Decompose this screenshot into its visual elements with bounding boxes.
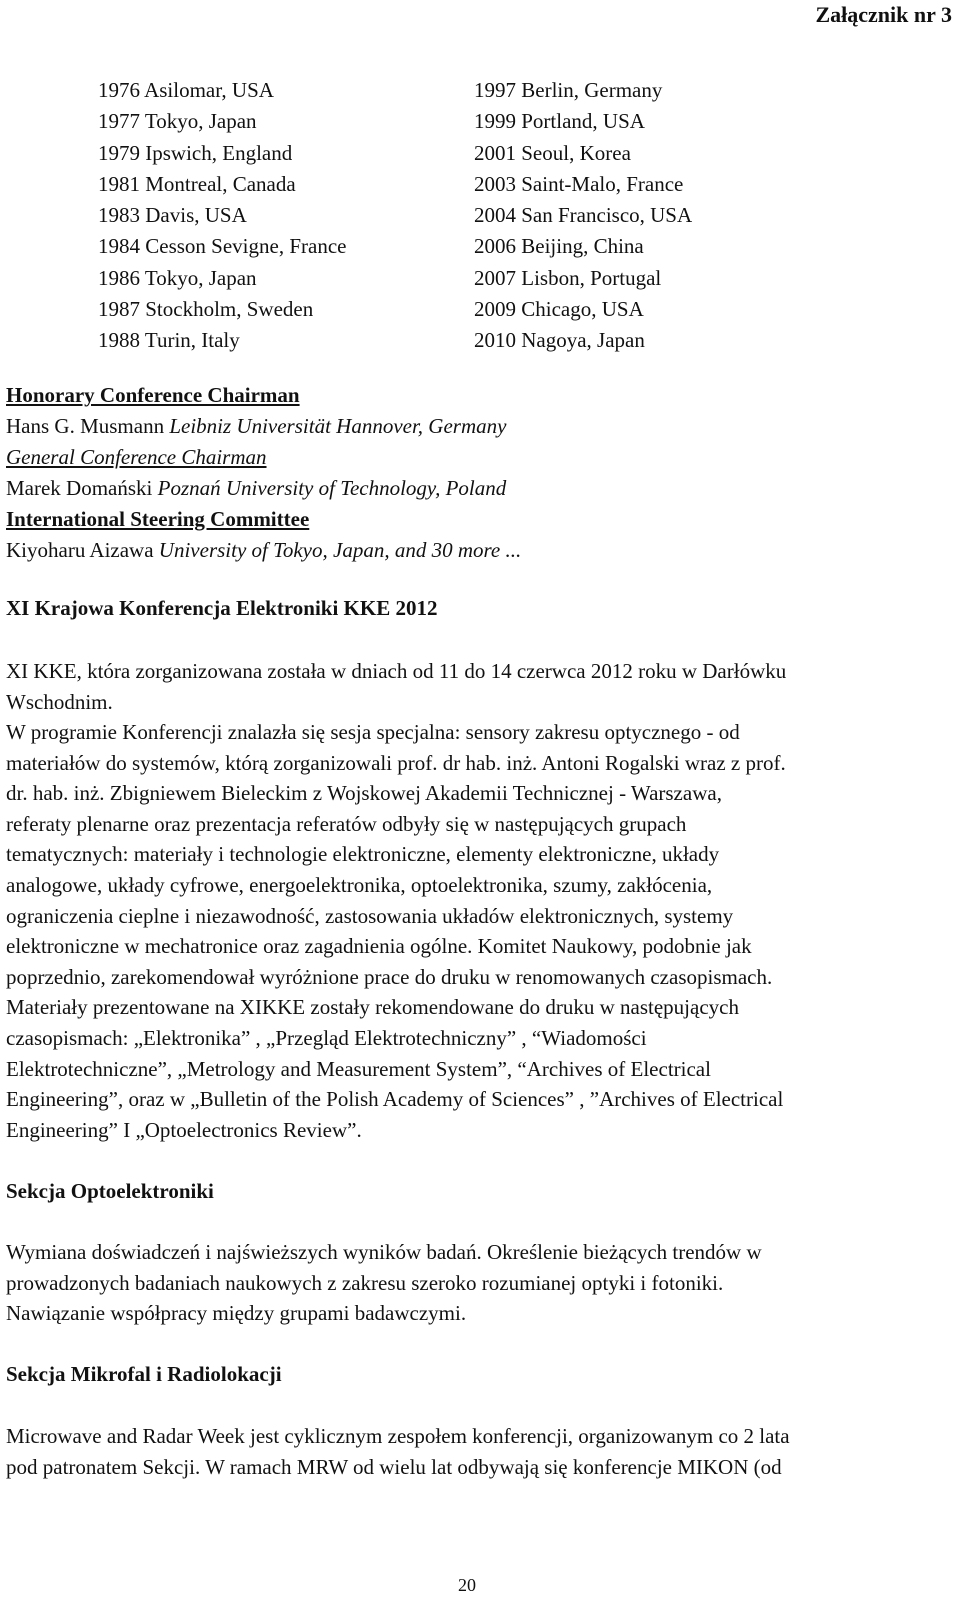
paragraph-line: Engineering” I „Optoelectronics Review”. <box>6 1117 362 1142</box>
venue-item: 1988 Turin, Italy <box>98 328 240 353</box>
venue-item: 2003 Saint-Malo, France <box>474 171 684 196</box>
microwave-section-heading: Sekcja Mikrofal i Radiolokacji <box>6 1362 282 1386</box>
general-chairman-line <box>6 476 946 507</box>
paragraph-line: Elektrotechniczne”, „Metrology and Measurement System”, “Archives of Electrical <box>6 1056 711 1081</box>
paragraph-line: poprzednio, zarekomendował wyróżnione prace do druku w renomowanych czasopismach. <box>6 964 773 989</box>
venue-column-right <box>474 78 692 360</box>
venue-item: 2004 San Francisco, USA <box>474 203 693 228</box>
venue-item: 1987 Stockholm, Sweden <box>98 297 314 322</box>
venue-item: 2009 Chicago, USA <box>474 297 644 322</box>
steering-committee-heading: International Steering Committee <box>6 507 310 531</box>
kke-body-paragraph <box>6 717 946 1145</box>
paragraph-line: materiałów do systemów, którą zorganizowali prof. dr hab. inż. Antoni Rogalski wraz z prof. <box>6 750 786 775</box>
paragraph-line: tematycznych: materiały i technologie elektroniczne, elementy elektroniczne, układy <box>6 842 720 867</box>
paragraph-line: elektroniczne w mechatronice oraz zagadnienia ogólne. Komitet Naukowy, podobnie jak <box>6 934 752 959</box>
paragraph-line: dr. hab. inż. Zbigniewem Bieleckim z Wojskowej Akademii Technicznej - Warszawa, <box>6 781 722 806</box>
paragraph-line: Nawiązanie współpracy między grupami badawczymi. <box>6 1301 467 1326</box>
honorary-chairman-name: Hans G. Musmann <box>6 414 165 438</box>
paragraph-line: ograniczenia cieplne i niezawodność, zastosowania układów elektronicznych, systemy <box>6 903 734 928</box>
venue-column-left <box>98 78 346 360</box>
paragraph-line: Wymiana doświadczeń i najświeższych wyników badań. Określenie bieżących trendów w <box>6 1240 762 1264</box>
venue-item: 1983 Davis, USA <box>98 203 247 228</box>
paragraph-line: Engineering”, oraz w „Bulletin of the Polish Academy of Sciences” , ”Archives of Electrical <box>6 1087 784 1112</box>
venue-item: 1997 Berlin, Germany <box>474 78 663 102</box>
venue-item: 1984 Cesson Sevigne, France <box>98 234 347 259</box>
paragraph-line: prowadzonych badaniach naukowych z zakresu szeroko rozumianej optyki i fotoniki. <box>6 1270 724 1295</box>
annex-label: Załącznik nr 3 <box>815 2 952 27</box>
venue-item: 1999 Portland, USA <box>474 109 645 134</box>
paragraph-line: pod patronatem Sekcji. W ramach MRW od wielu lat odbywają się konferencje MIKON (od <box>6 1454 782 1479</box>
paragraph-line: analogowe, układy cyfrowe, energoelektronika, optoelektronika, szumy, zakłócenia, <box>6 872 713 897</box>
honorary-chairman-line <box>6 414 946 445</box>
venue-item: 1977 Tokyo, Japan <box>98 109 257 134</box>
paragraph-line: Materiały prezentowane na XIKKE zostały rekomendowane do druku w następujących <box>6 995 739 1020</box>
general-chairman-heading: General Conference Chairman <box>6 445 267 469</box>
venue-item: 1979 Ipswich, England <box>98 140 293 165</box>
opto-section-heading: Sekcja Optoelektroniki <box>6 1179 214 1203</box>
venue-item: 1981 Montreal, Canada <box>98 171 296 196</box>
venue-item: 1986 Tokyo, Japan <box>98 265 257 290</box>
steering-committee-affiliation: University of Tokyo, Japan, and 30 more ... <box>158 538 522 562</box>
microwave-paragraph <box>6 1421 946 1482</box>
general-chairman-affiliation: Poznań University of Technology, Poland <box>157 476 507 500</box>
honorary-chairman-affiliation: Leibniz Universität Hannover, Germany <box>169 414 507 438</box>
general-chairman-name: Marek Domański <box>6 476 153 500</box>
paragraph-line: czasopismach: „Elektronika” , „Przegląd Elektrotechniczny” , “Wiadomości <box>6 1025 647 1050</box>
paragraph-line: W programie Konferencji znalazła się sesja specjalna: sensory zakresu optycznego - od <box>6 720 740 744</box>
steering-committee-name: Kiyoharu Aizawa <box>6 538 154 562</box>
kke-intro-paragraph <box>6 656 946 717</box>
opto-paragraph <box>6 1237 946 1329</box>
venue-item: 2001 Seoul, Korea <box>474 140 631 165</box>
page-number: 20 <box>458 1575 476 1595</box>
paragraph-line: Wschodnim. <box>6 689 113 714</box>
kke-heading: XI Krajowa Konferencja Elektroniki KKE 2012 <box>6 596 438 620</box>
honorary-chairman-heading: Honorary Conference Chairman <box>6 383 300 407</box>
steering-committee-line <box>6 538 946 569</box>
venue-item: 2007 Lisbon, Portugal <box>474 265 662 290</box>
venue-item: 2010 Nagoya, Japan <box>474 328 645 353</box>
paragraph-line: XI KKE, która zorganizowana została w dniach od 11 do 14 czerwca 2012 roku w Darłówku <box>6 659 787 683</box>
paragraph-line: referaty plenarne oraz prezentacja referatów odbyły się w następujących grupach <box>6 811 687 836</box>
venue-item: 2006 Beijing, China <box>474 234 644 259</box>
venue-item: 1976 Asilomar, USA <box>98 78 274 102</box>
committee-section <box>6 383 946 569</box>
paragraph-line: Microwave and Radar Week jest cyklicznym zespołem konferencji, organizowanym co 2 lata <box>6 1424 790 1448</box>
